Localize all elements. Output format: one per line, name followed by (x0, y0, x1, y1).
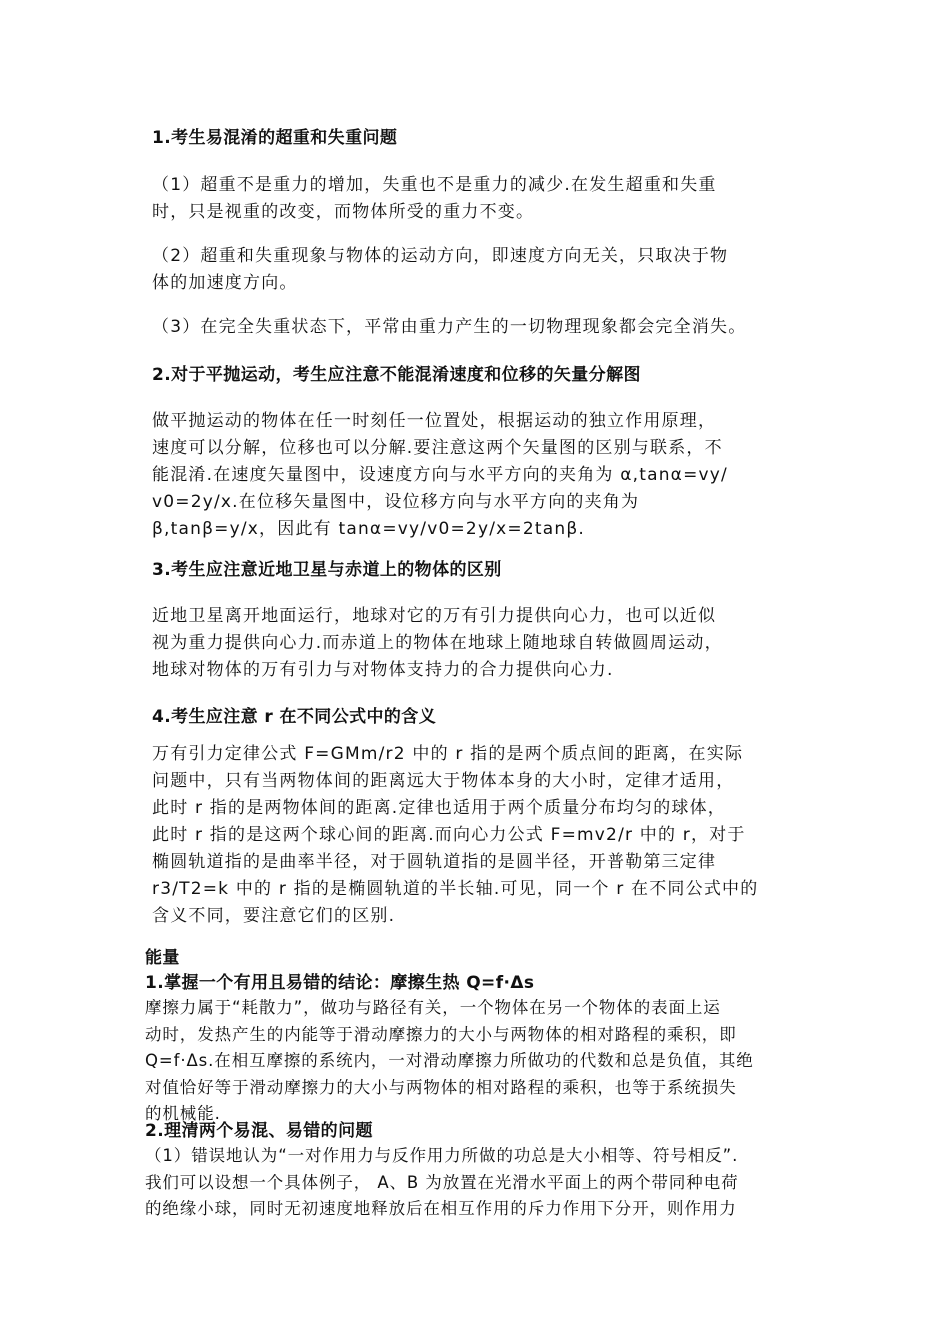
energy-item-1-text: 摩擦力属于“耗散力”，做功与路径有关，一个物体在另一个物体的表面上运 动时，发热产生的内能等于滑动摩擦力的大小与两物体的相对路程的乘积，即 Q=f·Δs.在相互摩擦的系统内，一对滑动摩擦力所做功的代数和总是负值，其绝 对值恰好等于滑动摩擦力的大小与两物体的相对路程的乘积，也等于系统损失 的机械能. (145, 998, 754, 1123)
section-1-paragraph-1: （1）超重不是重力的增加，失重也不是重力的减少.在发生超重和失重 时，只是视重的改变，而物体所受的重力不变。 (152, 175, 717, 222)
section-3-paragraph: 近地卫星离开地面运行，地球对它的万有引力提供向心力，也可以近似 视为重力提供向心力.而赤道上的物体在地球上随地球自转做圆周运动， 地球对物体的万有引力与对物体支持力的合力提供向心力. (152, 606, 723, 680)
energy-item-2-text: （1）错误地认为“一对作用力与反作用力所做的功总是大小相等、符号相反”. 我们可以设想一个具体例子， A、B 为放置在光滑水平面上的两个带同种电荷 的绝缘小球，同时无初速度地释放后在相互作用的斥力作用下分开，则作用力 (145, 1146, 739, 1218)
section-2-heading: 2.对于平抛运动，考生应注意不能混淆速度和位移的矢量分解图 (152, 365, 641, 385)
energy-title: 能量 (145, 948, 180, 968)
section-2-paragraph: 做平抛运动的物体在任一时刻任一位置处，根据运动的独立作用原理， 速度可以分解，位移也可以分解.要注意这两个矢量图的区别与联系，不 能混淆.在速度矢量图中，设速度方向与水平方向的夹角为 α,tanα=vy/ v0=2y/x.在位移矢量图中，设位移方向与水平方向的夹角为 β,tanβ=y/x，因此有 tanα=vy/v0=2y/x=2tanβ. (152, 411, 728, 539)
energy-item-2-heading: 2.理清两个易混、易错的问题 (145, 1121, 373, 1141)
section-1-heading: 1.考生易混淆的超重和失重问题 (152, 128, 398, 148)
section-4-heading: 4.考生应注意 r 在不同公式中的含义 (152, 707, 437, 727)
section-1-paragraph-2: （2）超重和失重现象与物体的运动方向，即速度方向无关，只取决于物 体的加速度方向。 (152, 246, 729, 293)
section-4-paragraph: 万有引力定律公式 F=GMm/r2 中的 r 指的是两个质点间的距离，在实际 问题中，只有当两物体间的距离远大于物体本身的大小时，定律才适用， 此时 r 指的是两物体间的距离.定律也适用于两个质量分布均匀的球体， 此时 r 指的是这两个球心间的距离.而向心力公式 F=mv2/r 中的 r，对于 椭圆轨道指的是曲率半径，对于圆轨道指的是圆半径，开普勒第三定律 r3/T2=k 中的 r 指的是椭圆轨道的半长轴.可见，同一个 r 在不同公式中的 含义不同，要注意它们的区别. (152, 744, 759, 926)
energy-item-1-heading: 1.掌握一个有用且易错的结论：摩擦生热 Q=f·Δs (145, 973, 535, 993)
section-3-heading: 3.考生应注意近地卫星与赤道上的物体的区别 (152, 560, 502, 580)
section-1-paragraph-3: （3）在完全失重状态下，平常由重力产生的一切物理现象都会完全消失。 (152, 317, 747, 337)
